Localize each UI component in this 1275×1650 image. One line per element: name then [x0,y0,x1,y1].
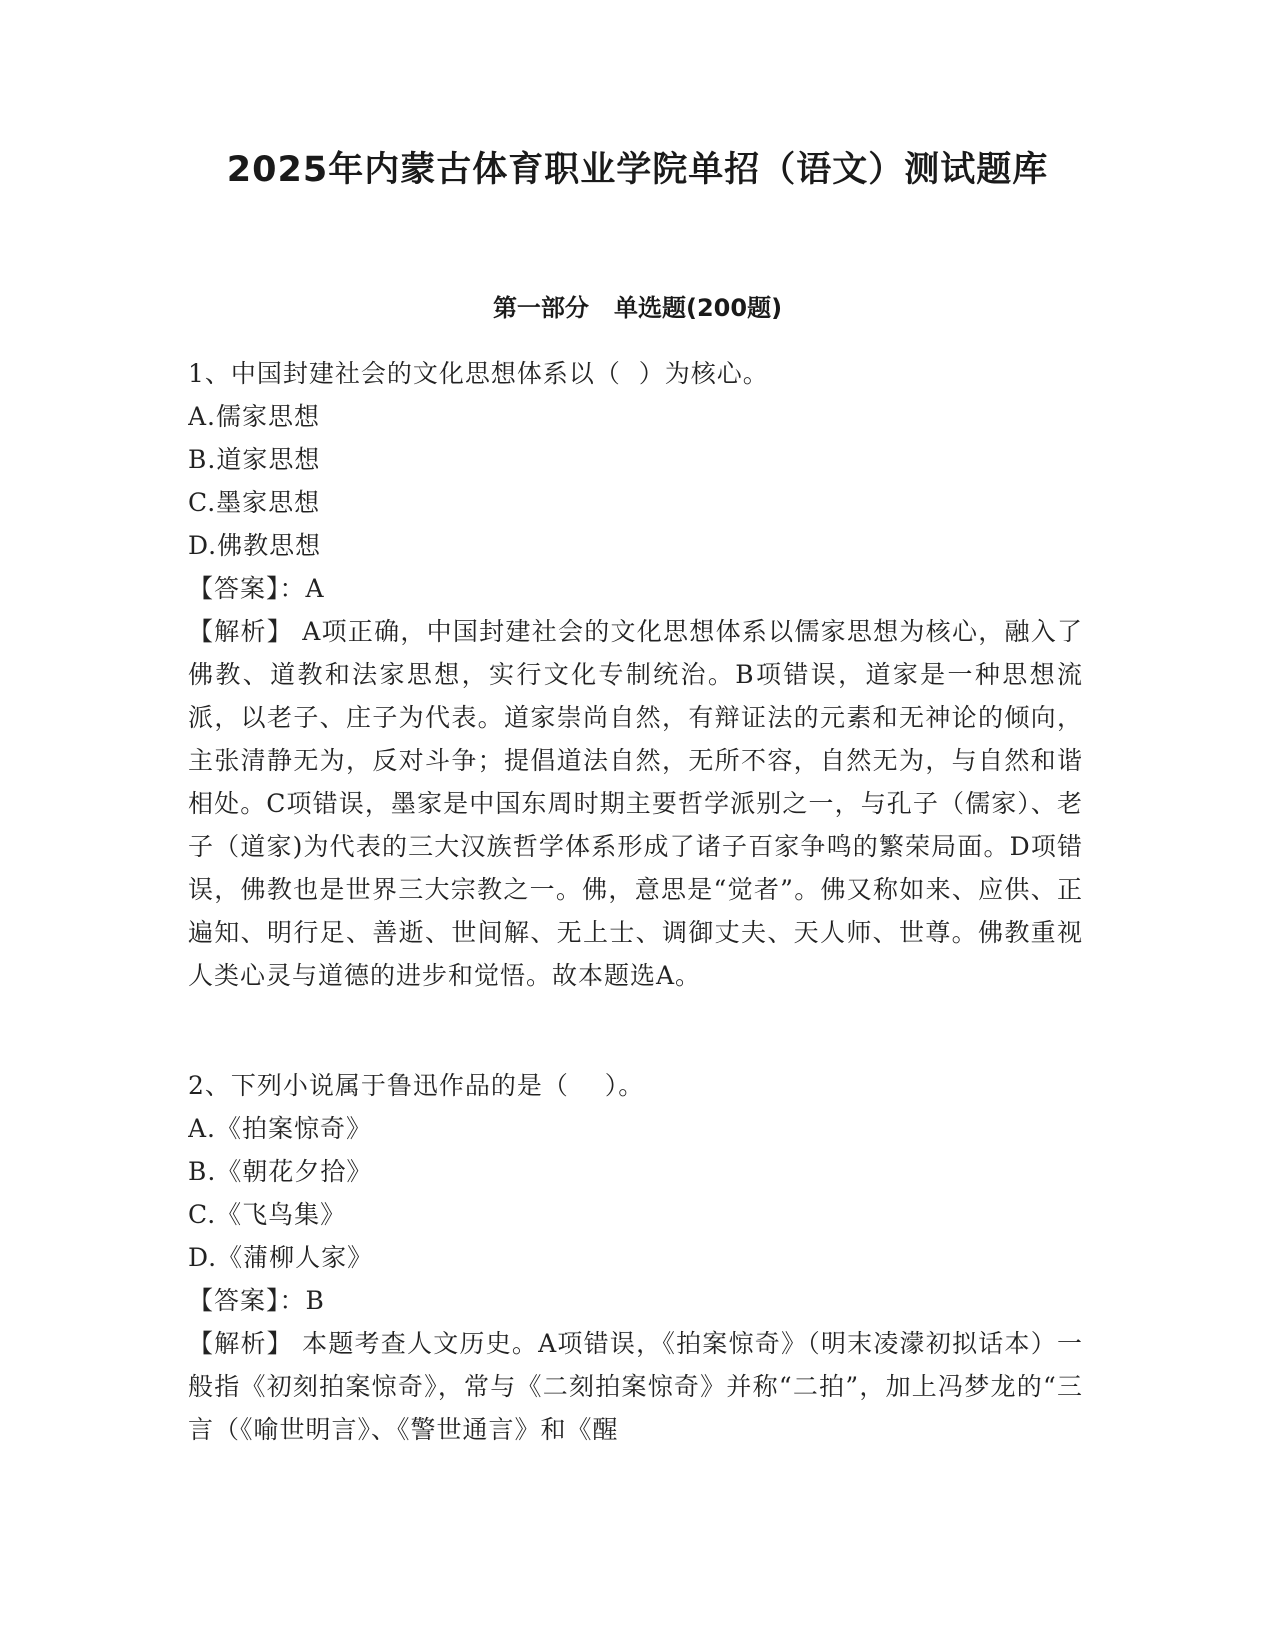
answer-line [188,567,1083,610]
option-a: A.《拍案惊奇》 [188,1114,373,1143]
answer-value: A [305,574,325,603]
document-title: 2025年内蒙古体育职业学院单招（语文）测试题库 [226,150,1049,190]
option-c: C.《飞鸟集》 [188,1200,347,1229]
option-d: D.《蒲柳人家》 [188,1243,374,1272]
section-title: 第一部分 单选题(200题) [492,294,783,322]
explanation-text: A项正确，中国封建社会的文化思想体系以儒家思想为核心，融入了佛教、道教和法家思想，实行文化专制统治。B项错误，道家是一种思想流派，以老子、庄子为代表。道家崇尚自然，有辩证法的元素和无神论的倾向，主张清静无为，反对斗争；提倡道法自然，无所不容，自然无为，与自然和谐相处。C项错误，墨家是中国东周时期主要哲学派别之一，与孔子（儒家）、老子（道家)为代表的三大汉族哲学体系形成了诸子百家争鸣的繁荣局面。D项错误，佛教也是世界三大宗教之一。佛，意思是“觉者”。佛又称如来、应供、正遍知、明行足、善逝、世间解、无上士、调御丈夫、天人师、世尊。佛教重视人类心灵与道德的进步和觉悟。故本题选A。 [188,617,1084,990]
question-stem: 1、中国封建社会的文化思想体系以（ ）为核心。 [188,359,769,388]
explanation [188,610,1083,997]
question-1 [188,352,1083,997]
explanation-text: 本题考查人文历史。A项错误，《拍案惊奇》（明末凌濛初拟话本）一般指《初刻拍案惊奇》，常与《二刻拍案惊奇》并称“二拍”，加上冯梦龙的“三言（《喻世明言》、《警世通言》和《醒 [188,1329,1083,1444]
question-stem: 2、下列小说属于鲁迅作品的是（ ）。 [188,1071,645,1100]
option-a: A.儒家思想 [188,402,321,431]
option-b: B.道家思想 [188,445,321,474]
explanation [188,1322,1083,1451]
option-c: C.墨家思想 [188,488,321,517]
answer-label: 【答案】： [188,1286,306,1315]
answer-value: B [305,1286,325,1315]
answer-label: 【答案】： [188,574,306,603]
answer-line [188,1279,1083,1322]
option-b: B.《朝花夕拾》 [188,1157,373,1186]
explanation-label: 【解析】 [188,1329,303,1358]
option-d: D.佛教思想 [188,531,322,560]
explanation-label: 【解析】 [188,617,303,646]
question-2 [188,1064,1083,1451]
